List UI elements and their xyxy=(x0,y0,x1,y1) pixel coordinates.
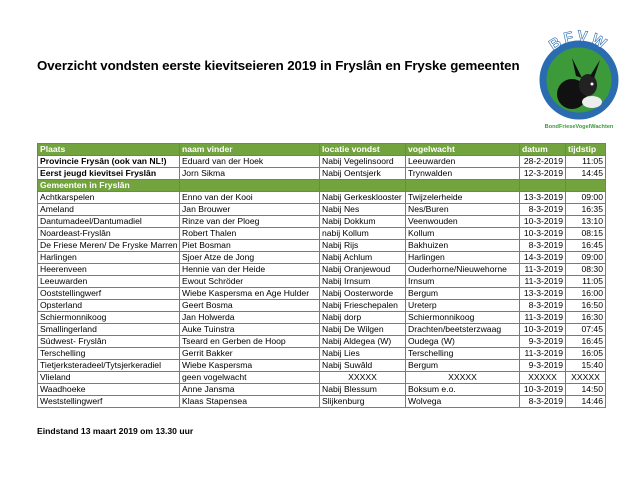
table-row xyxy=(38,372,606,384)
table-cell: Vlieland xyxy=(38,372,180,384)
table-cell: Ouderhorne/Nieuwehorne xyxy=(406,264,520,276)
table-cell xyxy=(520,180,566,192)
footer-note: Eindstand 13 maart 2019 om 13.30 uur xyxy=(37,426,194,436)
table-cell: 09:00 xyxy=(566,252,606,264)
table-cell: 07:45 xyxy=(566,324,606,336)
table-cell: XXXXX xyxy=(566,372,606,384)
table-cell: Waadhoeke xyxy=(38,384,180,396)
table-cell: Ooststellingwerf xyxy=(38,288,180,300)
table-cell: 13:10 xyxy=(566,216,606,228)
table-cell: 9-3-2019 xyxy=(520,336,566,348)
table-cell: Nabij Nes xyxy=(320,204,406,216)
table-cell: Harlingen xyxy=(406,252,520,264)
table-cell xyxy=(566,180,606,192)
table-cell: Bergum xyxy=(406,360,520,372)
table-row xyxy=(38,312,606,324)
table-cell: Terschelling xyxy=(38,348,180,360)
table-cell: Nabij Irnsum xyxy=(320,276,406,288)
table-row xyxy=(38,276,606,288)
table-cell: Gerrit Bakker xyxy=(180,348,320,360)
table-cell: 13-3-2019 xyxy=(520,192,566,204)
table-cell xyxy=(320,180,406,192)
table-cell: Nabij dorp xyxy=(320,312,406,324)
table-cell: Trynwalden xyxy=(406,168,520,180)
table-cell: Achtkarspelen xyxy=(38,192,180,204)
table-row xyxy=(38,396,606,408)
table-cell: 12-3-2019 xyxy=(520,168,566,180)
table-cell: 8-3-2019 xyxy=(520,204,566,216)
table-cell: 10-3-2019 xyxy=(520,216,566,228)
table-cell: Geert Bosma xyxy=(180,300,320,312)
table-cell: tijdstip xyxy=(566,144,606,156)
table-row-province xyxy=(38,168,606,180)
table-cell: Enno van der Kooi xyxy=(180,192,320,204)
table-cell: Anne Jansma xyxy=(180,384,320,396)
table-cell: Nabij Oranjewoud xyxy=(320,264,406,276)
table-cell: 11-3-2019 xyxy=(520,312,566,324)
table-cell: Jorn Sikma xyxy=(180,168,320,180)
logo-caption: BondFrieseVogelWachten xyxy=(544,124,614,130)
table-cell: 16:45 xyxy=(566,336,606,348)
table-cell: 16:30 xyxy=(566,312,606,324)
table-cell: Schiermonnikoog xyxy=(38,312,180,324)
table-cell: Nabij Gerkesklooster xyxy=(320,192,406,204)
table-cell: 16:50 xyxy=(566,300,606,312)
table-cell: Slijkenburg xyxy=(320,396,406,408)
page-title: Overzicht vondsten eerste kievitseieren 2019 in Fryslân en Fryske gemeenten xyxy=(37,58,520,73)
table-cell: Nabij Oosterworde xyxy=(320,288,406,300)
table-cell: 08:15 xyxy=(566,228,606,240)
table-cell: 8-3-2019 xyxy=(520,240,566,252)
table-cell: Jan Holwerda xyxy=(180,312,320,324)
table-cell: 16:35 xyxy=(566,204,606,216)
table-cell: Wiebe Kaspersma en Age Hulder xyxy=(180,288,320,300)
table-cell: Twijzelerheide xyxy=(406,192,520,204)
table-cell: Nabij Rijs xyxy=(320,240,406,252)
table-row-province xyxy=(38,156,606,168)
table-cell: XXXXX xyxy=(520,372,566,384)
table-cell: Veenwouden xyxy=(406,216,520,228)
table-cell: Boksum e.o. xyxy=(406,384,520,396)
table-cell: Nabij Aldegea (W) xyxy=(320,336,406,348)
table-cell: 15:40 xyxy=(566,360,606,372)
table-row xyxy=(38,264,606,276)
table-cell xyxy=(406,180,520,192)
table-cell: 11-3-2019 xyxy=(520,264,566,276)
table-cell: Rinze van der Ploeg xyxy=(180,216,320,228)
table-cell: Plaats xyxy=(38,144,180,156)
table-row xyxy=(38,384,606,396)
table-cell: 16:45 xyxy=(566,240,606,252)
table-cell: Nabij Dokkum xyxy=(320,216,406,228)
table-cell: Auke Tuinstra xyxy=(180,324,320,336)
table-cell: Provincie Frysân (ook van NL!) xyxy=(38,156,180,168)
table-cell: Terschelling xyxy=(406,348,520,360)
table-row xyxy=(38,240,606,252)
table-cell: Heerenveen xyxy=(38,264,180,276)
table-cell: Nabij Oentsjerk xyxy=(320,168,406,180)
table-cell: Ureterp xyxy=(406,300,520,312)
vondsten-table xyxy=(37,143,606,408)
table-cell: 11-3-2019 xyxy=(520,276,566,288)
table-cell: Nabij Lies xyxy=(320,348,406,360)
table-cell: Nabij Blessum xyxy=(320,384,406,396)
table-cell: Leeuwarden xyxy=(38,276,180,288)
table-cell: Nabij Vegelinsoord xyxy=(320,156,406,168)
table-cell: naam vinder xyxy=(180,144,320,156)
table-cell: 28-2-2019 xyxy=(520,156,566,168)
table-cell: Sjoer Atze de Jong xyxy=(180,252,320,264)
table-cell: Ewout Schröder xyxy=(180,276,320,288)
table-cell: geen vogelwacht xyxy=(180,372,320,384)
table-cell: 9-3-2019 xyxy=(520,360,566,372)
table-cell: vogelwacht xyxy=(406,144,520,156)
table-cell: XXXXX xyxy=(406,372,520,384)
table-cell: Hennie van der Heide xyxy=(180,264,320,276)
logo-arc-text: BFVW xyxy=(546,28,612,55)
table-row xyxy=(38,300,606,312)
table-cell: Eduard van der Hoek xyxy=(180,156,320,168)
table-cell: Nabij Suwâld xyxy=(320,360,406,372)
table-cell: Nes/Buren xyxy=(406,204,520,216)
table-cell: Kollum xyxy=(406,228,520,240)
table-cell: locatie vondst xyxy=(320,144,406,156)
table-cell: Leeuwarden xyxy=(406,156,520,168)
table-cell: 16:05 xyxy=(566,348,606,360)
table-cell: Tseard en Gerben de Hoop xyxy=(180,336,320,348)
table-row xyxy=(38,336,606,348)
table-cell: Súdwest- Fryslân xyxy=(38,336,180,348)
bfvw-logo xyxy=(532,28,626,140)
table-cell: 11:05 xyxy=(566,156,606,168)
table-row xyxy=(38,360,606,372)
table-cell: Nabij Achlum xyxy=(320,252,406,264)
table-cell: 14-3-2019 xyxy=(520,252,566,264)
table-cell: 14:46 xyxy=(566,396,606,408)
table-row xyxy=(38,192,606,204)
section-label: Gemeenten in Fryslân xyxy=(38,180,180,192)
table-row xyxy=(38,348,606,360)
table-cell: 08:30 xyxy=(566,264,606,276)
table-cell: Smallingerland xyxy=(38,324,180,336)
table-cell: Noardeast-Fryslân xyxy=(38,228,180,240)
table-cell: Dantumadeel/Dantumadiel xyxy=(38,216,180,228)
table-cell: 16:00 xyxy=(566,288,606,300)
table-cell: Jan Brouwer xyxy=(180,204,320,216)
table-cell: Bakhuizen xyxy=(406,240,520,252)
table-row xyxy=(38,228,606,240)
table-cell: 10-3-2019 xyxy=(520,384,566,396)
table-cell: De Friese Meren/ De Fryske Marren xyxy=(38,240,180,252)
table-cell: Piet Bosman xyxy=(180,240,320,252)
table-cell: Nabij De Wilgen xyxy=(320,324,406,336)
table-cell: nabij Kollum xyxy=(320,228,406,240)
table-row xyxy=(38,216,606,228)
table-cell: Bergum xyxy=(406,288,520,300)
table-cell: Drachten/beetsterzwaag xyxy=(406,324,520,336)
table-cell: 10-3-2019 xyxy=(520,228,566,240)
table-cell: Schiermonnikoog xyxy=(406,312,520,324)
table-cell: Eerst jeugd kievitsei Fryslân xyxy=(38,168,180,180)
table-cell: 14:50 xyxy=(566,384,606,396)
table-row xyxy=(38,288,606,300)
table-cell: 8-3-2019 xyxy=(520,396,566,408)
table-cell: Tietjerksteradeel/Tytsjerkeradiel xyxy=(38,360,180,372)
table-cell: Wiebe Kaspersma xyxy=(180,360,320,372)
table-cell: 13-3-2019 xyxy=(520,288,566,300)
table-cell: Irnsum xyxy=(406,276,520,288)
table-cell: Weststellingwerf xyxy=(38,396,180,408)
table-cell: Oudega (W) xyxy=(406,336,520,348)
table-cell: 10-3-2019 xyxy=(520,324,566,336)
table-cell: Klaas Stapensea xyxy=(180,396,320,408)
table-cell: Nabij Frieschepalen xyxy=(320,300,406,312)
table-cell: Robert Thalen xyxy=(180,228,320,240)
table-cell: 11-3-2019 xyxy=(520,348,566,360)
table-cell: 8-3-2019 xyxy=(520,300,566,312)
table-cell: XXXXX xyxy=(320,372,406,384)
table-cell: Opsterland xyxy=(38,300,180,312)
table-cell: datum xyxy=(520,144,566,156)
table-cell xyxy=(180,180,320,192)
table-cell: 14:45 xyxy=(566,168,606,180)
table-cell: 11:05 xyxy=(566,276,606,288)
table-cell: Wolvega xyxy=(406,396,520,408)
table-cell: Ameland xyxy=(38,204,180,216)
section-row-gemeenten xyxy=(38,180,606,192)
table-cell: Harlingen xyxy=(38,252,180,264)
table-row xyxy=(38,204,606,216)
table-header-row xyxy=(38,144,606,156)
table-row xyxy=(38,324,606,336)
table-cell: 09:00 xyxy=(566,192,606,204)
table-row xyxy=(38,252,606,264)
